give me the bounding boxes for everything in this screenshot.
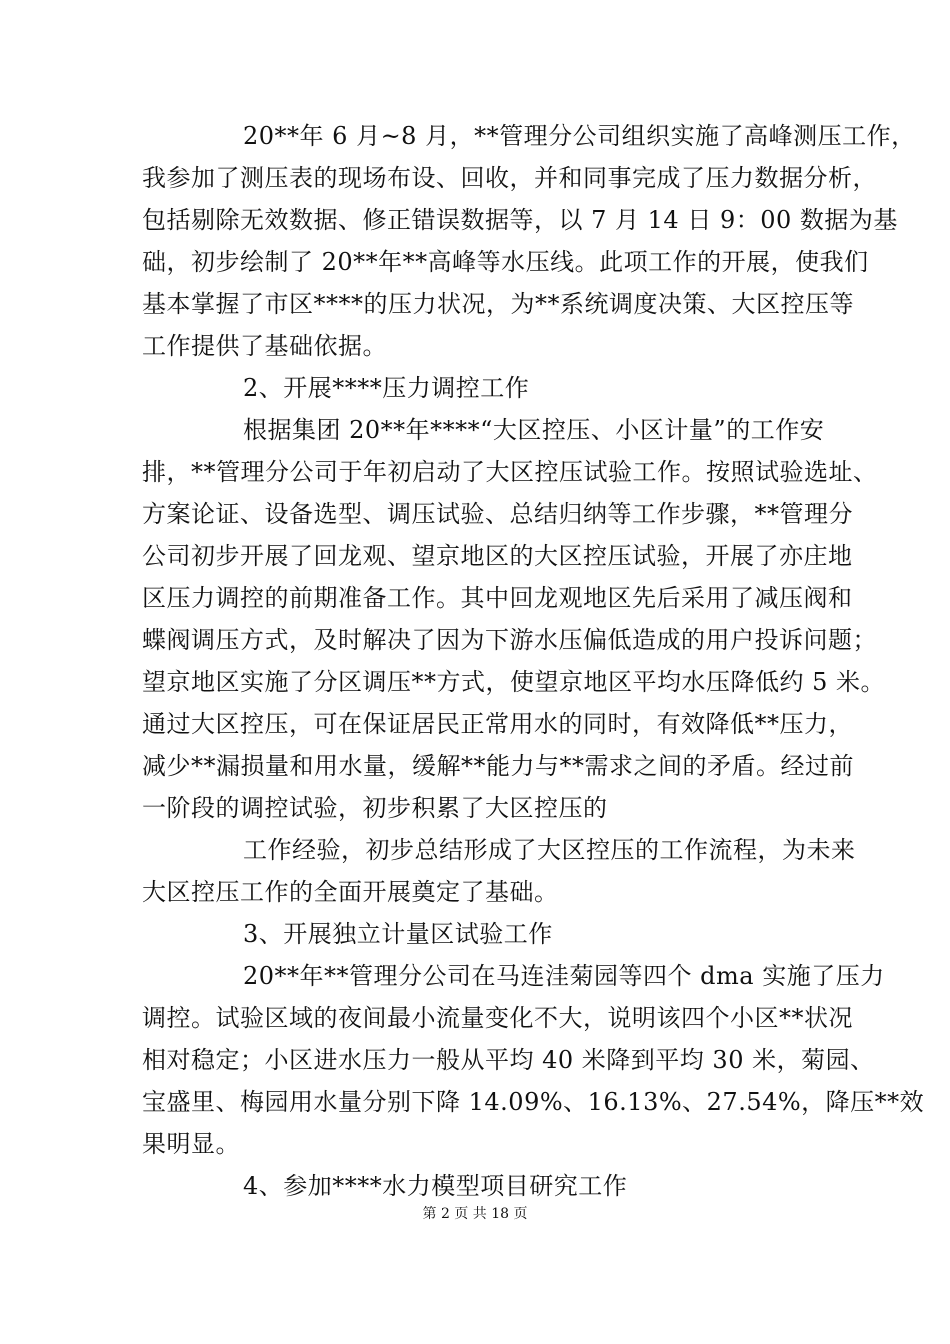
page-footer (0, 1205, 950, 1223)
section-heading: 2、开展****压力调控工作 (243, 374, 530, 402)
page-number: 第 2 页 共 18 页 (422, 1206, 528, 1222)
paragraph-line: 基本掌握了市区****的压力状况，为**系统调度决策、大区控压等 (142, 290, 854, 318)
paragraph-line: 20**年 6 月~8 月，**管理分公司组织实施了高峰测压工作， (243, 122, 916, 150)
paragraph-line: 调控。试验区域的夜间最小流量变化不大，说明该四个小区**状况 (142, 1004, 853, 1032)
paragraph-line: 相对稳定；小区进水压力一般从平均 40 米降到平均 30 米，菊园、 (142, 1046, 875, 1074)
paragraph-line: 宝盛里、梅园用水量分别下降 14.09%、16.13%、27.54%，降压**效 (142, 1088, 925, 1116)
paragraph-line: 果明显。 (142, 1130, 240, 1158)
paragraph-line: 区压力调控的前期准备工作。其中回龙观地区先后采用了减压阀和 (142, 584, 853, 612)
paragraph-line: 我参加了测压表的现场布设、回收，并和同事完成了压力数据分析， (142, 164, 877, 192)
paragraph-line: 减少**漏损量和用水量，缓解**能力与**需求之间的矛盾。经过前 (142, 752, 854, 780)
paragraph-line: 方案论证、设备选型、调压试验、总结归纳等工作步骤，**管理分 (142, 500, 853, 528)
paragraph-line: 20**年**管理分公司在马连洼菊园等四个 dma 实施了压力 (243, 962, 885, 990)
paragraph-line: 通过大区控压，可在保证居民正常用水的同时，有效降低**压力， (142, 710, 853, 738)
paragraph-line: 排，**管理分公司于年初启动了大区控压试验工作。按照试验选址、 (142, 458, 878, 486)
paragraph-line: 根据集团 20**年****“大区控压、小区计量”的工作安 (243, 416, 825, 444)
paragraph-line: 础，初步绘制了 20**年**高峰等水压线。此项工作的开展，使我们 (142, 248, 869, 276)
paragraph-line: 望京地区实施了分区调压**方式，使望京地区平均水压降低约 5 米。 (142, 668, 886, 696)
paragraph-line: 蝶阀调压方式，及时解决了因为下游水压偏低造成的用户投诉问题； (142, 626, 877, 654)
paragraph-line: 工作提供了基础依据。 (142, 332, 387, 360)
section-heading: 4、参加****水力模型项目研究工作 (243, 1172, 628, 1200)
section-heading: 3、开展独立计量区试验工作 (243, 920, 553, 948)
paragraph-line: 一阶段的调控试验，初步积累了大区控压的 (142, 794, 608, 822)
paragraph-line: 大区控压工作的全面开展奠定了基础。 (142, 878, 559, 906)
paragraph-line: 工作经验，初步总结形成了大区控压的工作流程，为未来 (243, 836, 856, 864)
paragraph-line: 包括剔除无效数据、修正错误数据等，以 7 月 14 日 9：00 数据为基 (142, 206, 898, 234)
paragraph-line: 公司初步开展了回龙观、望京地区的大区控压试验，开展了亦庄地 (142, 542, 853, 570)
